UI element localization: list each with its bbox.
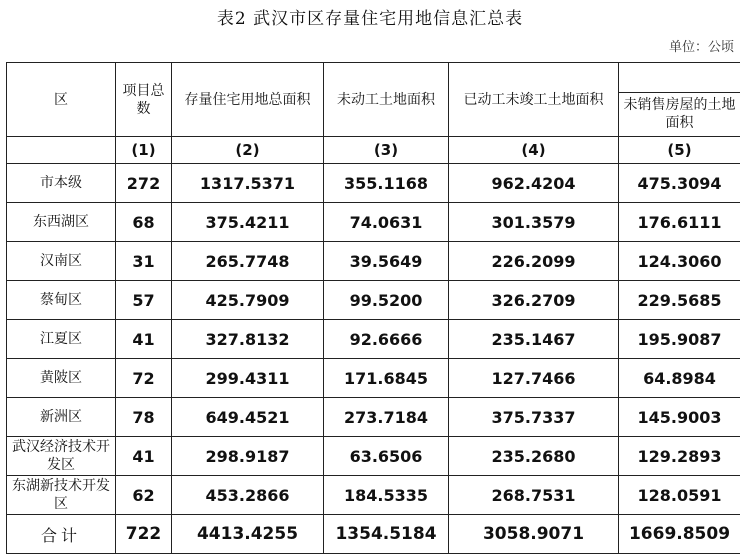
total-area: 265.7748	[172, 242, 324, 281]
table-row	[7, 164, 740, 203]
table-row	[7, 242, 740, 281]
district-name: 市本级	[7, 164, 116, 203]
total-count: 722	[116, 515, 172, 554]
total-area: 649.4521	[172, 398, 324, 437]
header-unsold-area-cell	[619, 63, 740, 137]
unsold-area: 129.2893	[619, 437, 740, 476]
subheader-1: (1)	[116, 137, 172, 164]
unsold-area: 229.5685	[619, 281, 740, 320]
unfinished-area: 301.3579	[449, 203, 619, 242]
project-count: 62	[116, 476, 172, 515]
unsold-area: 64.8984	[619, 359, 740, 398]
project-count: 272	[116, 164, 172, 203]
unit-label: 单位：公顷	[668, 40, 734, 55]
table-title: 表2 武汉市区存量住宅用地信息汇总表	[216, 9, 524, 29]
project-count: 57	[116, 281, 172, 320]
unfinished-area: 962.4204	[449, 164, 619, 203]
unfinished-area: 326.2709	[449, 281, 619, 320]
unstarted-area: 74.0631	[324, 203, 449, 242]
unfinished-area: 268.7531	[449, 476, 619, 515]
unfinished-area: 375.7337	[449, 398, 619, 437]
header-district: 区	[7, 63, 116, 137]
total-unfinished-area: 3058.9071	[449, 515, 619, 554]
project-count: 41	[116, 437, 172, 476]
unstarted-area: 63.6506	[324, 437, 449, 476]
unsold-area: 195.9087	[619, 320, 740, 359]
table-row	[7, 398, 740, 437]
total-area: 299.4311	[172, 359, 324, 398]
unfinished-area: 127.7466	[449, 359, 619, 398]
unstarted-area: 171.6845	[324, 359, 449, 398]
project-count: 72	[116, 359, 172, 398]
unsold-area: 145.9003	[619, 398, 740, 437]
subheader-5: (5)	[619, 137, 740, 164]
subheader-2: (2)	[172, 137, 324, 164]
header-unfinished-area: 已动工未竣工土地面积	[449, 63, 619, 137]
unsold-area: 128.0591	[619, 476, 740, 515]
unstarted-area: 39.5649	[324, 242, 449, 281]
total-unstarted-area: 1354.5184	[324, 515, 449, 554]
project-count: 68	[116, 203, 172, 242]
unstarted-area: 99.5200	[324, 281, 449, 320]
table-row	[7, 320, 740, 359]
district-name: 江夏区	[7, 320, 116, 359]
subheader-4: (4)	[449, 137, 619, 164]
header-unsold-area: 未销售房屋的土地面积	[619, 92, 740, 136]
total-area: 298.9187	[172, 437, 324, 476]
project-count: 78	[116, 398, 172, 437]
land-data-table	[6, 62, 740, 554]
district-name: 汉南区	[7, 242, 116, 281]
unfinished-area: 226.2099	[449, 242, 619, 281]
unstarted-area: 184.5335	[324, 476, 449, 515]
table-row	[7, 281, 740, 320]
total-unsold-area: 1669.8509	[619, 515, 740, 554]
district-name: 东西湖区	[7, 203, 116, 242]
unstarted-area: 273.7184	[324, 398, 449, 437]
header-row	[7, 63, 740, 137]
unsold-area: 176.6111	[619, 203, 740, 242]
unfinished-area: 235.2680	[449, 437, 619, 476]
district-name: 东湖新技术开发区	[7, 476, 116, 515]
total-area: 375.4211	[172, 203, 324, 242]
subheader-3: (3)	[324, 137, 449, 164]
district-name: 新洲区	[7, 398, 116, 437]
unstarted-area: 92.6666	[324, 320, 449, 359]
district-name: 蔡甸区	[7, 281, 116, 320]
district-name: 武汉经济技术开发区	[7, 437, 116, 476]
table-body	[7, 164, 740, 515]
table-row	[7, 437, 740, 476]
unsold-area: 475.3094	[619, 164, 740, 203]
unsold-area: 124.3060	[619, 242, 740, 281]
total-total-area: 4413.4255	[172, 515, 324, 554]
header-total-area: 存量住宅用地总面积	[172, 63, 324, 137]
table-row	[7, 359, 740, 398]
header-unstarted-area: 未动工土地面积	[324, 63, 449, 137]
subheader-row	[7, 137, 740, 164]
unfinished-area: 235.1467	[449, 320, 619, 359]
project-count: 31	[116, 242, 172, 281]
total-row	[7, 515, 740, 554]
total-area: 327.8132	[172, 320, 324, 359]
total-label: 合计	[7, 515, 116, 554]
table-row	[7, 476, 740, 515]
header-project-count: 项目总数	[116, 63, 172, 137]
subheader-blank	[7, 137, 116, 164]
table-row	[7, 203, 740, 242]
total-area: 1317.5371	[172, 164, 324, 203]
unstarted-area: 355.1168	[324, 164, 449, 203]
project-count: 41	[116, 320, 172, 359]
district-name: 黄陂区	[7, 359, 116, 398]
total-area: 453.2866	[172, 476, 324, 515]
total-area: 425.7909	[172, 281, 324, 320]
